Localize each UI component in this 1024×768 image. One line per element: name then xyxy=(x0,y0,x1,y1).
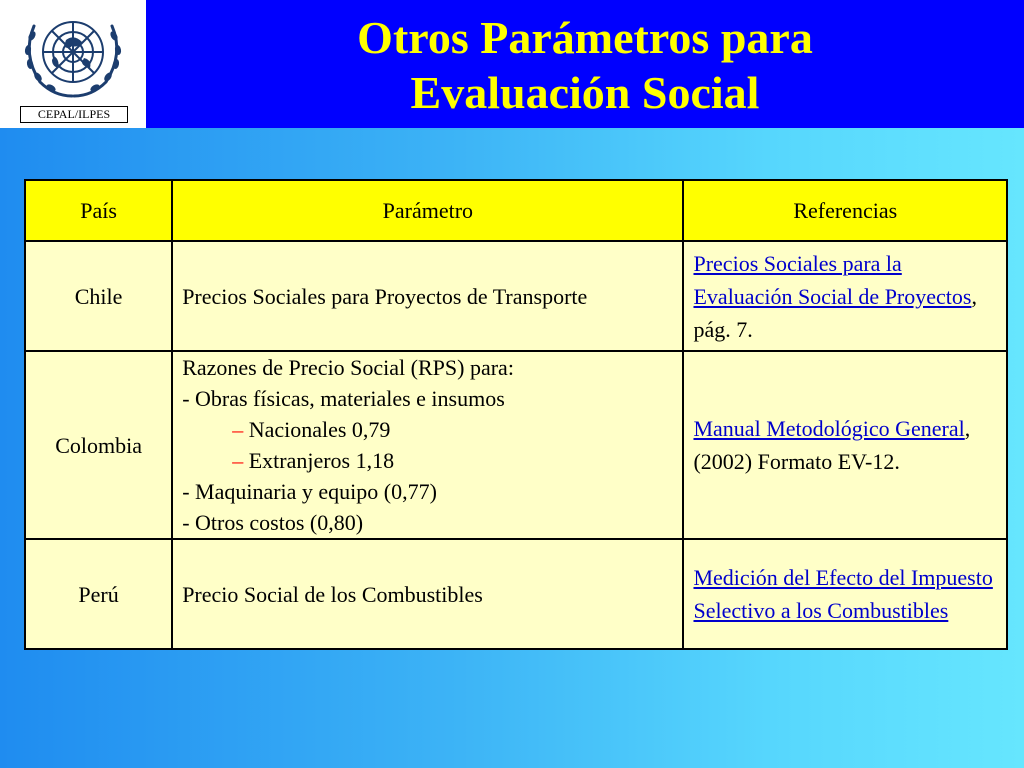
bullet-dash: – xyxy=(232,417,244,442)
header-parametro: Parámetro xyxy=(172,180,683,241)
un-emblem-icon xyxy=(14,6,132,104)
country-cell: Perú xyxy=(25,539,172,649)
parameter-line: Razones de Precio Social (RPS) para: xyxy=(182,355,514,380)
parameter-subline-text: Extranjeros 1,18 xyxy=(248,448,395,473)
page-title xyxy=(180,10,990,120)
parameters-table xyxy=(24,179,1008,650)
parameter-cell: Precio Social de los Combustibles xyxy=(172,539,683,649)
header-referencias: Referencias xyxy=(683,180,1007,241)
title-line-2: Evaluación Social xyxy=(410,67,760,118)
table-header-row xyxy=(25,180,1007,241)
table-row xyxy=(25,241,1007,351)
logo-caption: CEPAL/ILPES xyxy=(20,106,128,123)
parameter-line: - Otros costos (0,80) xyxy=(182,510,364,535)
reference-link[interactable]: Precios Sociales para la Evaluación Social de Proyectos xyxy=(693,250,972,309)
header-bar xyxy=(0,0,1024,128)
reference-cell xyxy=(683,241,1007,351)
parameter-line: - Obras físicas, materiales e insumos xyxy=(182,386,505,411)
title-line-1: Otros Parámetros para xyxy=(357,12,813,63)
country-cell: Chile xyxy=(25,241,172,351)
table-row xyxy=(25,539,1007,649)
logo-box xyxy=(0,0,146,128)
country-cell: Colombia xyxy=(25,351,172,539)
reference-link[interactable]: Manual Metodológico General xyxy=(693,416,965,441)
table-row xyxy=(25,351,1007,539)
reference-suffix: , pág. 7. xyxy=(693,283,977,342)
reference-suffix: , (2002) Formato EV-12. xyxy=(693,416,971,474)
parameter-cell xyxy=(172,351,683,539)
parameter-cell: Precios Sociales para Proyectos de Transporte xyxy=(172,241,683,351)
parameter-subline-text: Nacionales 0,79 xyxy=(248,417,391,442)
parameter-subline xyxy=(182,445,673,476)
bullet-dash: – xyxy=(232,448,244,473)
reference-cell xyxy=(683,539,1007,649)
parameter-subline xyxy=(182,414,673,445)
reference-cell xyxy=(683,351,1007,539)
header-pais: País xyxy=(25,180,172,241)
parameter-line: - Maquinaria y equipo (0,77) xyxy=(182,479,437,504)
reference-link[interactable]: Medición del Efecto del Impuesto Selectivo a los Combustibles xyxy=(693,565,993,623)
